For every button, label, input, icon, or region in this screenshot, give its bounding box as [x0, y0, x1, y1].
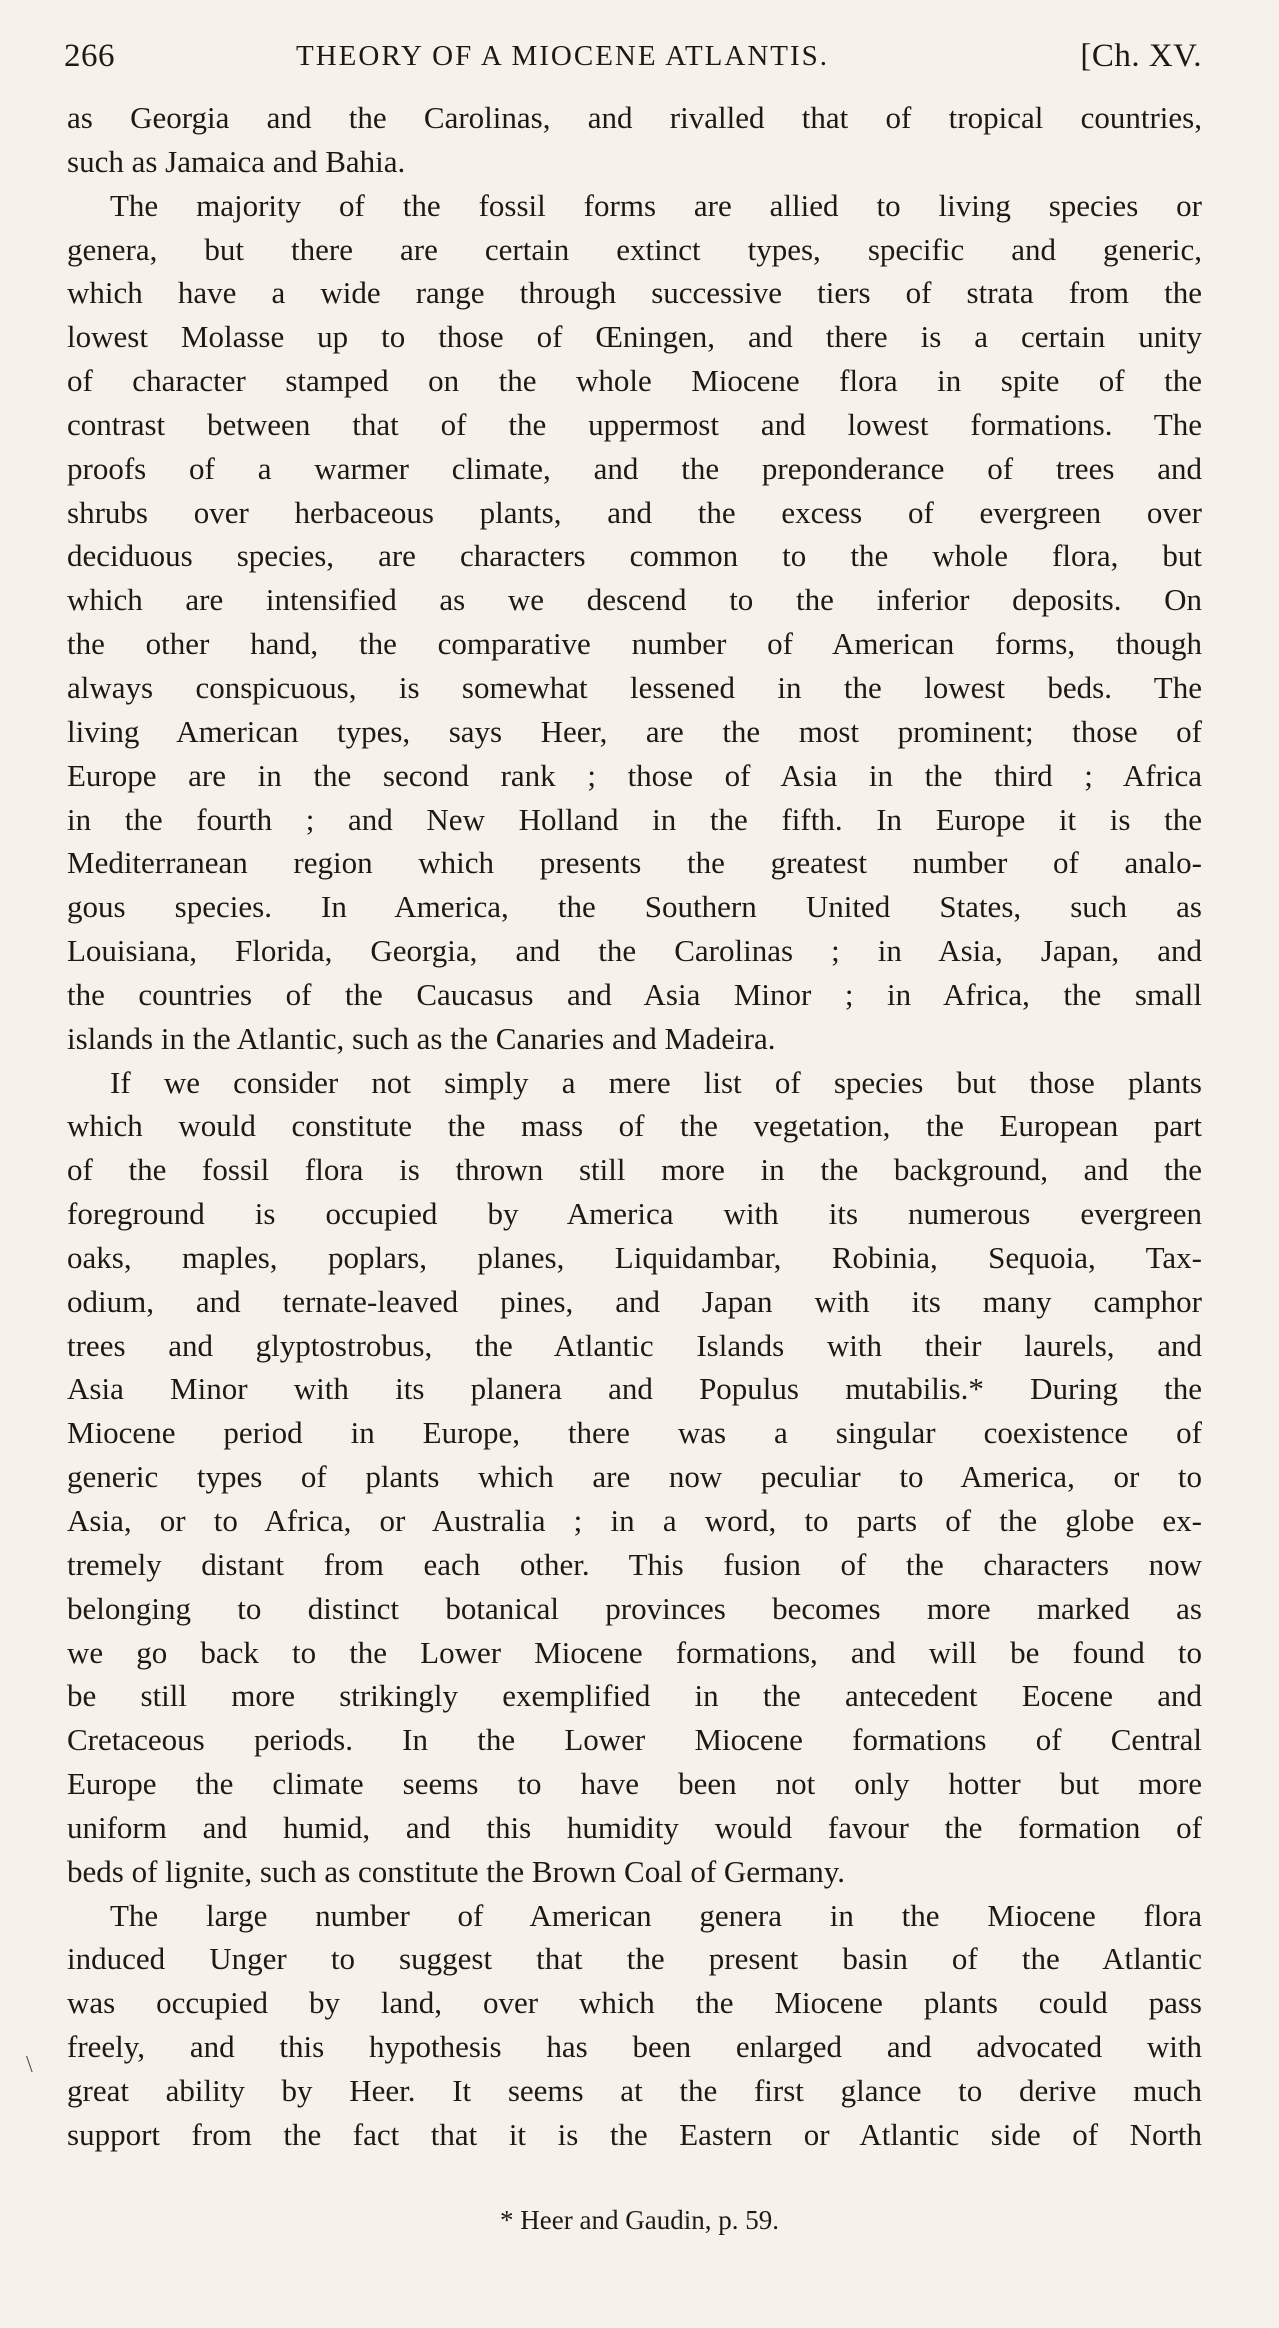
text-line: great ability by Heer. It seems at the first glance to derive much: [67, 2072, 1202, 2108]
text-line: trees and glyptostrobus, the Atlantic Islands with their laurels, and: [67, 1327, 1202, 1363]
chapter-reference: [Ch. XV.: [1080, 38, 1202, 74]
text-line: the other hand, the comparative number of American forms, though: [67, 626, 1202, 662]
text-line: of the fossil flora is thrown still more in the background, and the: [67, 1152, 1202, 1188]
text-line: freely, and this hypothesis has been enlarged and advocated with: [67, 2029, 1202, 2065]
page-number: 266: [64, 38, 115, 74]
text-line: Asia Minor with its planera and Populus mutabilis.* During the: [67, 1371, 1202, 1407]
text-line: the countries of the Caucasus and Asia Minor ; in Africa, the small: [67, 976, 1202, 1012]
footnote: * Heer and Gaudin, p. 59.: [500, 2205, 779, 2235]
text-line: we go back to the Lower Miocene formations, and will be found to: [67, 1634, 1202, 1670]
text-line: Asia, or to Africa, or Australia ; in a word, to parts of the globe ex-: [67, 1503, 1202, 1538]
margin-mark: \: [26, 2052, 33, 2078]
running-head: [64, 28, 1202, 84]
text-line: odium, and ternate-leaved pines, and Japan with its many camphor: [67, 1283, 1202, 1319]
text-line: uniform and humid, and this humidity would favour the formation of: [67, 1809, 1202, 1845]
text-line: of character stamped on the whole Miocene flora in spite of the: [67, 363, 1202, 399]
text-line: as Georgia and the Carolinas, and rivalled that of tropical countries,: [67, 100, 1202, 135]
text-line: always conspicuous, is somewhat lessened in the lowest beds. The: [67, 669, 1202, 705]
text-line: be still more strikingly exemplified in the antecedent Eocene and: [67, 1678, 1202, 1714]
text-line: living American types, says Heer, are the most prominent; those of: [67, 713, 1202, 749]
text-line: lowest Molasse up to those of Œningen, and there is a certain unity: [67, 319, 1202, 355]
text-line: support from the fact that it is the Eastern or Atlantic side of North: [67, 2116, 1202, 2152]
text-line: was occupied by land, over which the Miocene plants could pass: [67, 1985, 1202, 2021]
text-line: in the fourth ; and New Holland in the fifth. In Europe it is the: [67, 801, 1202, 837]
text-line: beds of lignite, such as constitute the Brown Coal of Germany.: [67, 1853, 845, 1889]
text-line: induced Unger to suggest that the present basin of the Atlantic: [67, 1941, 1202, 1977]
text-line: oaks, maples, poplars, planes, Liquidambar, Robinia, Sequoia, Tax-: [67, 1239, 1202, 1275]
text-line: foreground is occupied by America with its numerous evergreen: [67, 1196, 1202, 1232]
text-line: proofs of a warmer climate, and the preponderance of trees and: [67, 450, 1202, 486]
text-line: If we consider not simply a mere list of species but those plants: [110, 1064, 1202, 1100]
text-line: tremely distant from each other. This fusion of the characters now: [67, 1546, 1202, 1582]
text-line: shrubs over herbaceous plants, and the excess of evergreen over: [67, 494, 1202, 530]
text-line: such as Jamaica and Bahia.: [67, 143, 406, 179]
text-line: contrast between that of the uppermost and lowest formations. The: [67, 406, 1202, 442]
text-line: which are intensified as we descend to the inferior deposits. On: [67, 582, 1202, 618]
body-text: [67, 96, 1202, 2157]
text-line: islands in the Atlantic, such as the Canaries and Madeira.: [67, 1020, 776, 1056]
text-line: genera, but there are certain extinct types, specific and generic,: [67, 231, 1202, 267]
text-line: Europe the climate seems to have been not only hotter but more: [67, 1766, 1202, 1802]
text-line: which have a wide range through successive tiers of strata from the: [67, 275, 1202, 311]
text-line: gous species. In America, the Southern United States, such as: [67, 889, 1202, 925]
text-line: belonging to distinct botanical provinces becomes more marked as: [67, 1590, 1202, 1626]
text-line: The large number of American genera in the Miocene flora: [110, 1897, 1202, 1933]
text-line: Miocene period in Europe, there was a singular coexistence of: [67, 1415, 1202, 1451]
running-title: THEORY OF A MIOCENE ATLANTIS.: [296, 40, 830, 72]
text-line: The majority of the fossil forms are allied to living species or: [110, 187, 1202, 223]
text-line: Cretaceous periods. In the Lower Miocene formations of Central: [67, 1722, 1202, 1758]
text-line: Europe are in the second rank ; those of Asia in the third ; Africa: [67, 757, 1202, 793]
text-line: deciduous species, are characters common to the whole flora, but: [67, 538, 1202, 574]
text-line: Louisiana, Florida, Georgia, and the Carolinas ; in Asia, Japan, and: [67, 933, 1202, 969]
text-line: generic types of plants which are now peculiar to America, or to: [67, 1459, 1202, 1495]
text-line: which would constitute the mass of the vegetation, the European part: [67, 1108, 1202, 1144]
text-line: Mediterranean region which presents the greatest number of analo-: [67, 845, 1202, 881]
